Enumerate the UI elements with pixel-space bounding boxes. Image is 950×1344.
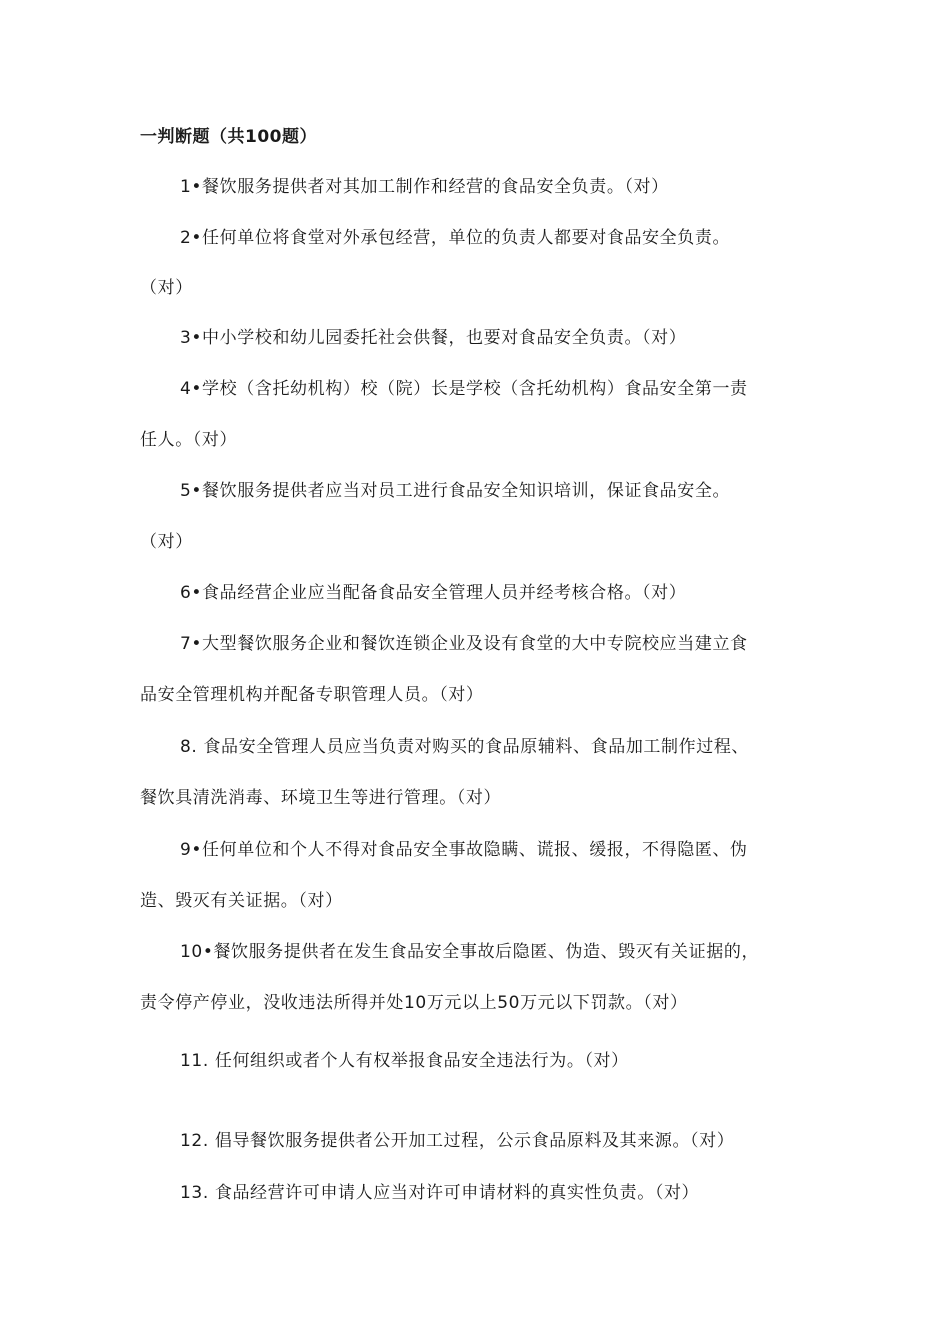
question-2: 2•任何单位将食堂对外承包经营，单位的负责人都要对食品安全负责。 (180, 228, 731, 248)
question-8-cont: 餐饮具清洗消毒、环境卫生等进行管理。（对） (140, 788, 502, 808)
question-9: 9•任何单位和个人不得对食品安全事故隐瞒、谎报、缓报，不得隐匿、伪 (180, 840, 748, 860)
question-8: 8. 食品安全管理人员应当负责对购买的食品原辅料、食品加工制作过程、 (180, 737, 750, 757)
question-4-cont: 任人。（对） (140, 430, 238, 450)
question-5: 5•餐饮服务提供者应当对员工进行食品安全知识培训，保证食品安全。 (180, 481, 731, 501)
question-10: 10•餐饮服务提供者在发生食品安全事故后隐匿、伪造、毁灭有关证据的， (180, 942, 760, 962)
question-5-cont: （对） (140, 532, 193, 552)
question-11: 11. 任何组织或者个人有权举报食品安全违法行为。（对） (180, 1051, 629, 1071)
question-13: 13. 食品经营许可申请人应当对许可申请材料的真实性负责。（对） (180, 1183, 700, 1203)
question-10-cont: 责令停产停业，没收违法所得并处10万元以上50万元以下罚款。（对） (140, 993, 688, 1013)
question-9-cont: 造、毁灭有关证据。（对） (140, 891, 343, 911)
question-7: 7•大型餐饮服务企业和餐饮连锁企业及设有食堂的大中专院校应当建立食 (180, 634, 748, 654)
question-12: 12. 倡导餐饮服务提供者公开加工过程，公示食品原料及其来源。（对） (180, 1131, 735, 1151)
section-heading: 一判断题（共100题） (140, 127, 317, 147)
question-6: 6•食品经营企业应当配备食品安全管理人员并经考核合格。（对） (180, 583, 687, 603)
question-4: 4•学校（含托幼机构）校（院）长是学校（含托幼机构）食品安全第一责 (180, 379, 748, 399)
question-2-cont: （对） (140, 278, 193, 298)
question-7-cont: 品安全管理机构并配备专职管理人员。（对） (140, 685, 484, 705)
question-1: 1•餐饮服务提供者对其加工制作和经营的食品安全负责。（对） (180, 177, 669, 197)
question-3: 3•中小学校和幼儿园委托社会供餐，也要对食品安全负责。（对） (180, 328, 687, 348)
